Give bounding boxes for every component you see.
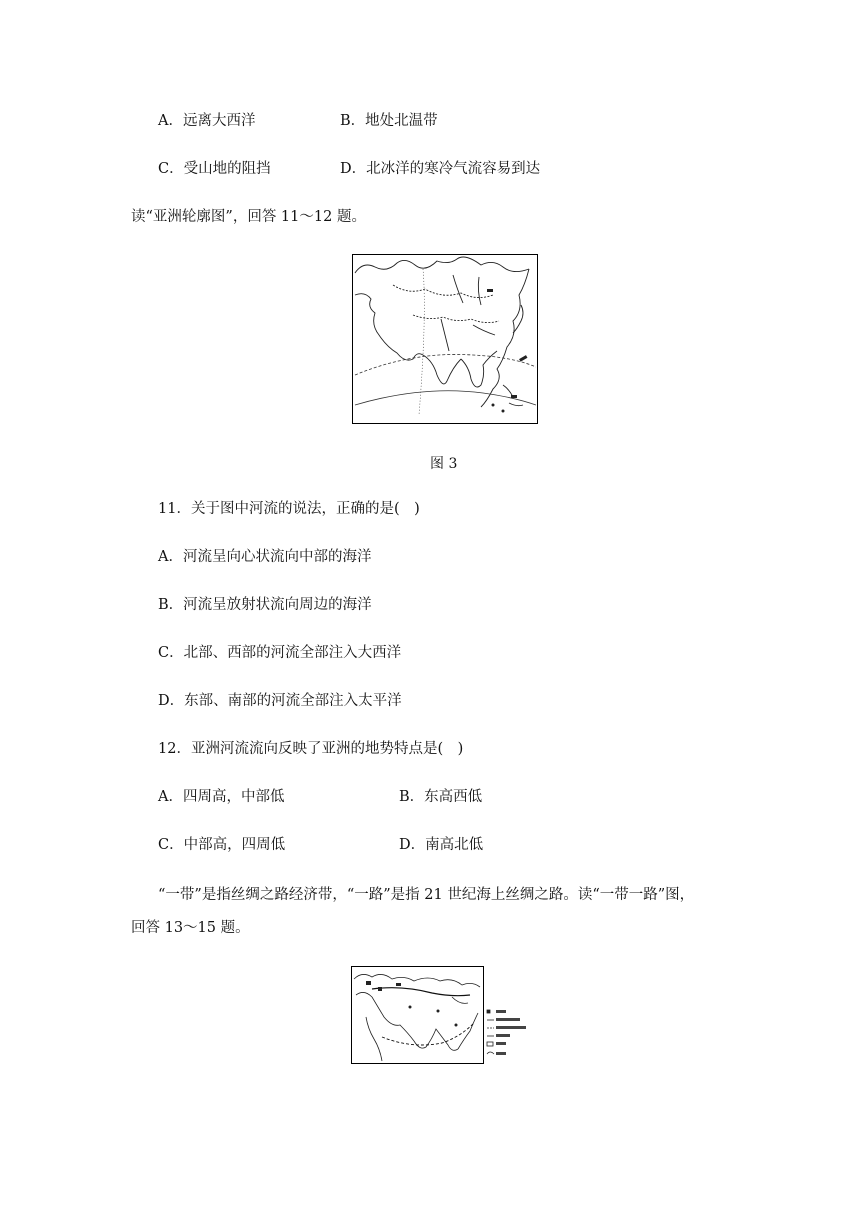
q11-option-b: B．河流呈放射状流向周边的海洋: [158, 597, 372, 613]
q11-stem: 11．关于图中河流的说法，正确的是( ): [158, 501, 420, 517]
q10-option-a: A．远离大西洋: [158, 113, 256, 129]
q12-option-d: D．南高北低: [399, 837, 484, 853]
figure-3-caption: 图 3: [430, 456, 458, 472]
q11-option-d: D．东部、南部的河流全部注入太平洋: [158, 693, 402, 709]
intro-13-15-line2: 回答 13～15 题。: [131, 920, 250, 936]
q12-stem: 12．亚洲河流流向反映了亚洲的地势特点是( ): [158, 741, 464, 757]
q10-option-d: D．北冰洋的寒冷气流容易到达: [340, 161, 541, 177]
q11-option-a: A．河流呈向心状流向中部的海洋: [158, 549, 372, 565]
belt-and-road-legend: [486, 1008, 528, 1064]
asia-outline-map: [352, 254, 538, 424]
belt-and-road-map: [351, 966, 484, 1064]
intro-11-12: 读“亚洲轮廓图”，回答 11～12 题。: [131, 209, 366, 225]
q12-option-c: C．中部高，四周低: [158, 837, 286, 853]
intro-13-15-line1: “一带”是指丝绸之路经济带，“一路”是指 21 世纪海上丝绸之路。读“一带一路”图，: [158, 887, 695, 903]
q10-option-b: B．地处北温带: [340, 113, 438, 129]
q10-option-c: C．受山地的阻挡: [158, 161, 271, 177]
q11-option-c: C．北部、西部的河流全部注入大西洋: [158, 645, 402, 661]
q12-option-a: A．四周高，中部低: [158, 789, 285, 805]
q12-option-b: B．东高西低: [399, 789, 483, 805]
